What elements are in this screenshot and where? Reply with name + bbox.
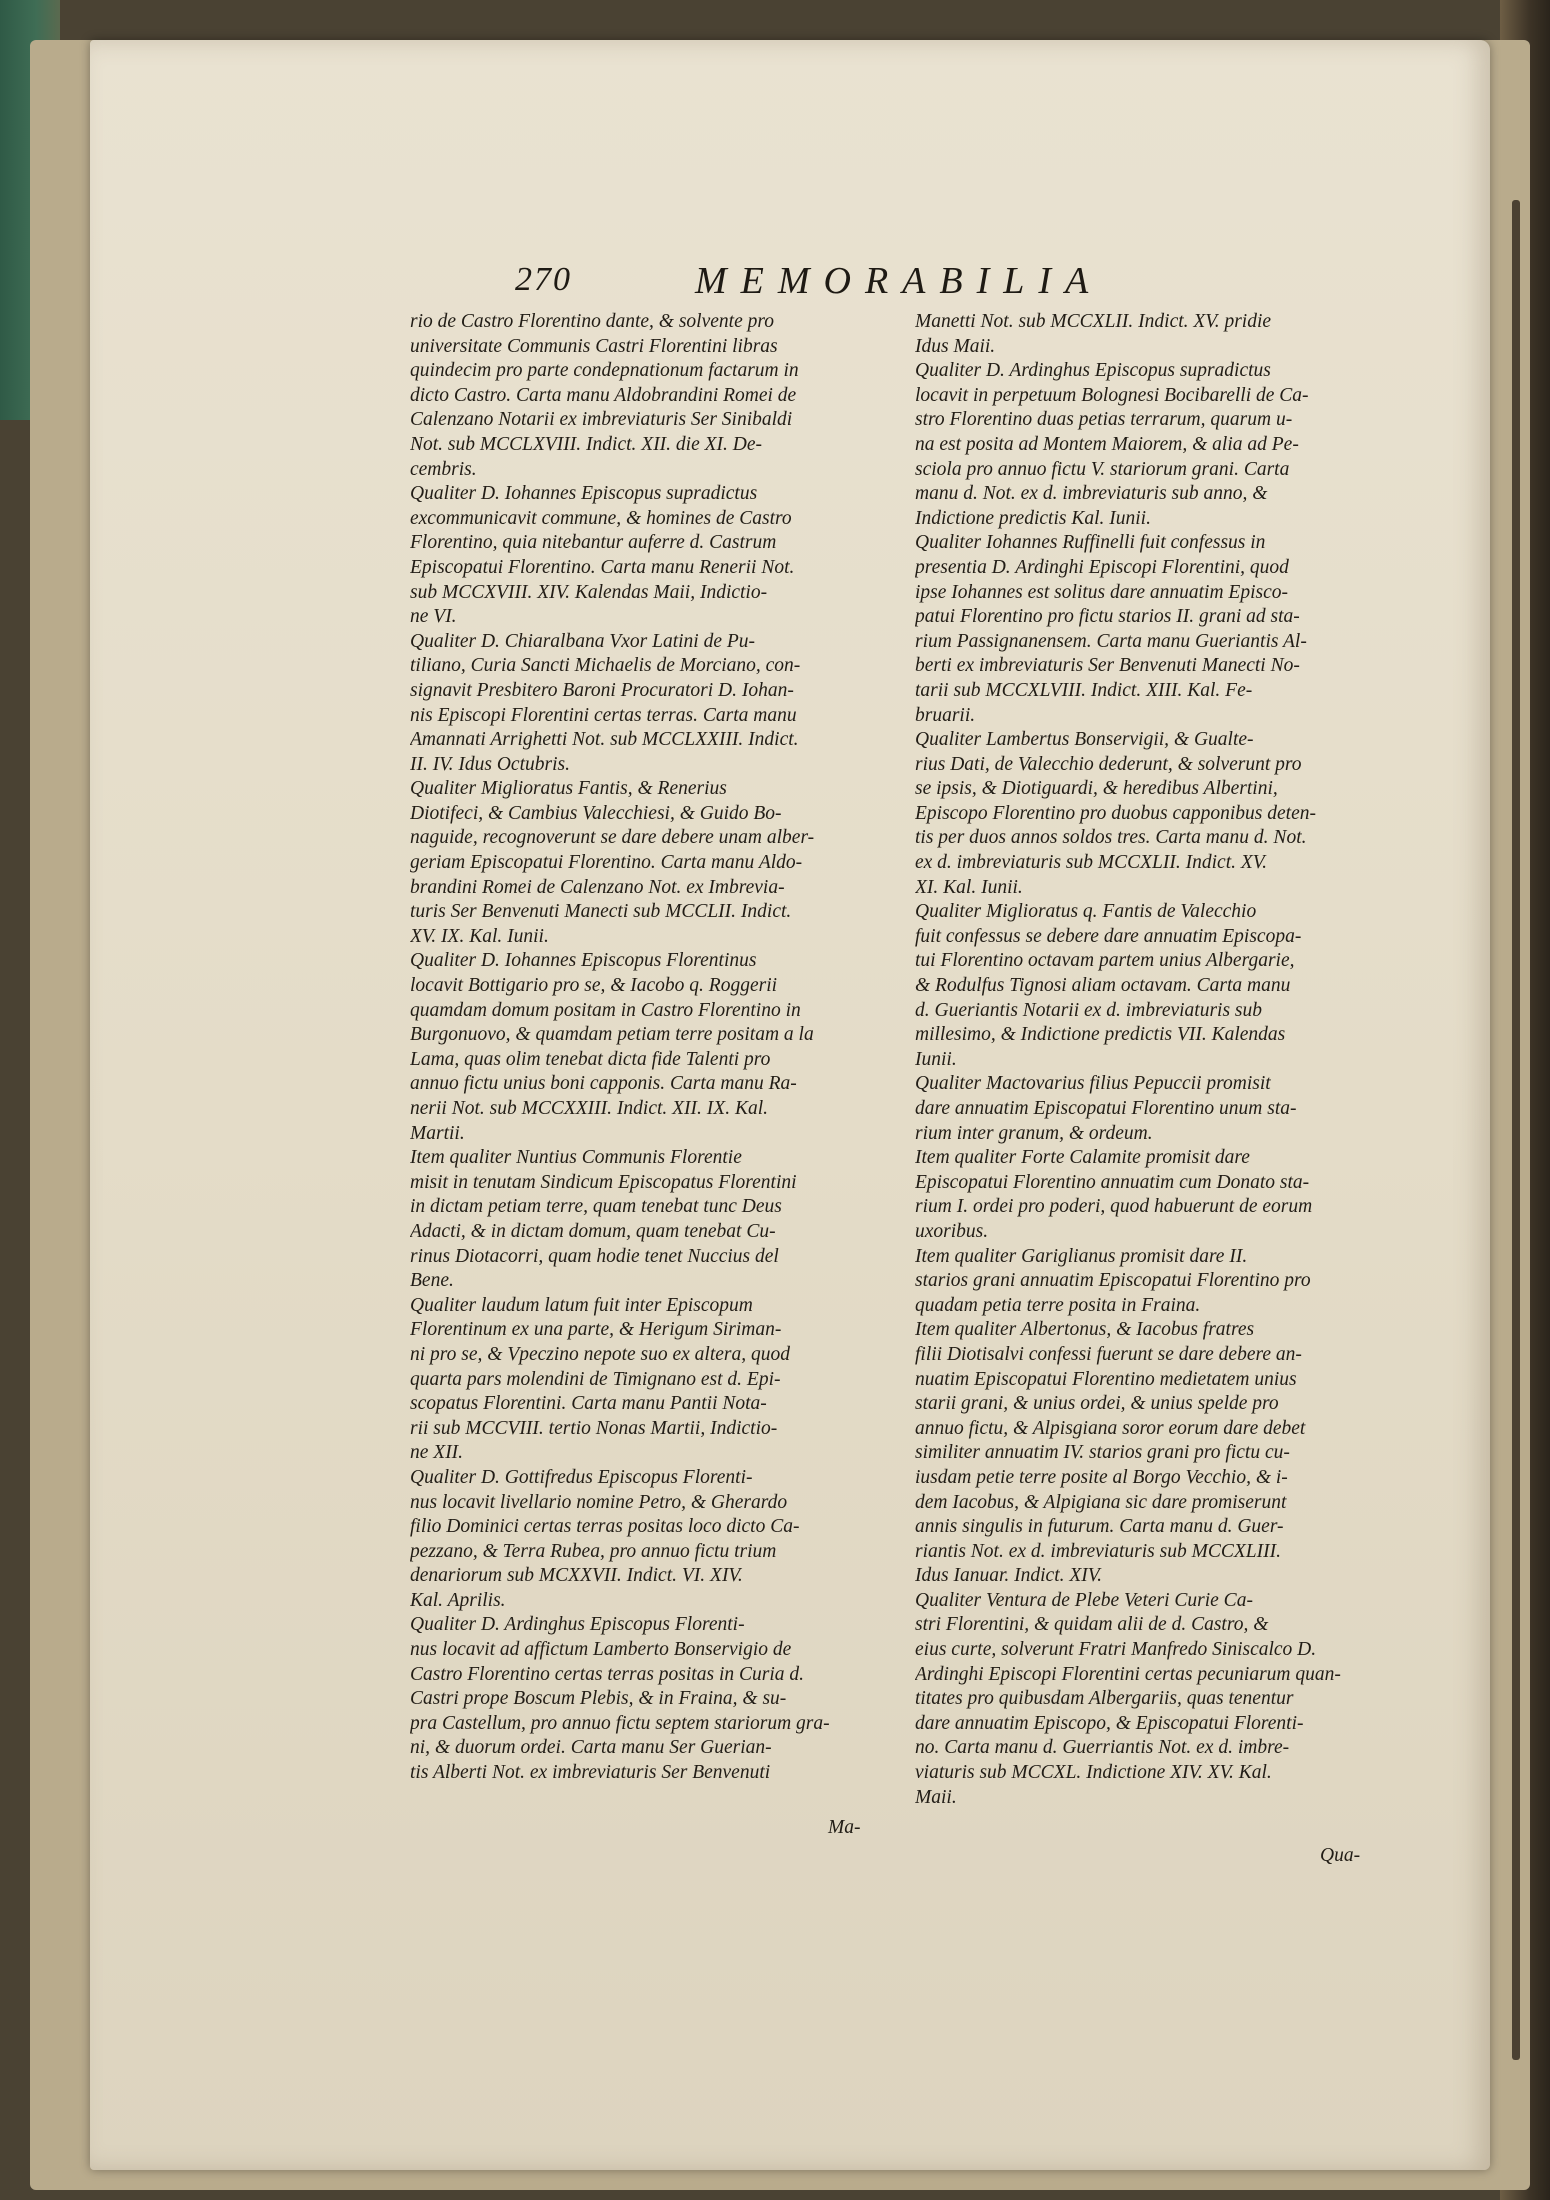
text-line: Bene. [410,1270,454,1292]
text-line: riantis Not. ex d. imbreviaturis sub MCCXLIII. [915,1540,1281,1562]
text-line: fuit confessus se debere dare annuatim Episcopa- [915,925,1302,947]
text-line: ne XII. [410,1442,464,1464]
text-line: Qualiter D. Ardinghus Episcopus Florenti- [410,1614,745,1636]
text-line: d. Gueriantis Notarii ex d. imbreviaturis sub [915,999,1263,1021]
text-line: annuo fictu unius boni capponis. Carta manu Ra- [410,1073,797,1095]
text-line: Martii. [410,1122,465,1144]
text-line: Lama, quas olim tenebat dicta fide Talenti pro [410,1048,771,1070]
text-line: Adacti, & in dictam domum, quam tenebat Cu- [410,1220,776,1242]
text-line: se ipsis, & Diotiguardi, & heredibus Albertini, [915,778,1278,800]
text-line: rii sub MCCVIII. tertio Nonas Martii, Indictio- [410,1417,778,1439]
text-line: Manetti Not. sub MCCXLII. Indict. XV. pridie [915,311,1272,332]
text-line: titates pro quibusdam Albergariis, quas tenentur [915,1688,1294,1710]
text-line: universitate Communis Castri Florentini libras [410,335,778,357]
text-line: Qualiter Miglioratus q. Fantis de Valecchio [915,901,1257,923]
text-line: sub MCCXVIII. XIV. Kalendas Maii, Indictio- [410,581,768,603]
text-line: locavit in perpetuum Bolognesi Bocibarelli de Ca- [915,384,1309,406]
text-line: berti ex imbreviaturis Ser Benvenuti Manecti No- [915,655,1300,677]
text-line: dem Iacobus, & Alpigiana sic dare promiserunt [915,1491,1287,1513]
right-column [915,310,1393,1810]
text-line: quarta pars molendini de Timignano est d. Epi- [410,1368,781,1390]
text-line: Qualiter D. Iohannes Episcopus supradictus [410,483,758,505]
text-line: annuo fictu, & Alpisgiana soror eorum dare debet [915,1417,1306,1439]
text-line: brandini Romei de Calenzano Not. ex Imbrevia- [410,876,785,898]
text-line: quindecim pro parte condepnationum factarum in [410,360,799,382]
text-line: nus locavit ad affictum Lamberto Bonservigio de [410,1639,792,1661]
text-line: in dictam petiam terre, quam tenebat tunc Deus [410,1196,782,1218]
text-line: turis Ser Benvenuti Manecti sub MCCLII. Indict. [410,901,792,923]
text-line: presentia D. Ardinghi Episcopi Florentini, quod [915,556,1289,578]
text-line: rium I. ordei pro poderi, quod habuerunt de eorum [915,1196,1313,1218]
text-line: Florentino, quia nitebantur auferre d. Castrum [410,532,777,554]
text-line: pezzano, & Terra Rubea, pro annuo fictu trium [410,1540,777,1562]
text-line: Burgonuovo, & quamdam petiam terre positam a la [410,1024,814,1046]
text-line: rium Passignanensem. Carta manu Gueriantis Al- [915,630,1307,652]
text-line: Castri prope Boscum Plebis, & in Fraina, & su- [410,1688,787,1710]
text-line: Qualiter D. Gottifredus Episcopus Florenti- [410,1466,753,1488]
text-line: similiter annuatim IV. starios grani pro fictu cu- [915,1442,1290,1464]
text-line: quamdam domum positam in Castro Florentino in [410,999,801,1021]
text-line: Idus Maii. [915,335,996,357]
text-line: Florentinum ex una parte, & Herigum Siriman- [410,1319,782,1341]
text-line: Qualiter Miglioratus Fantis, & Renerius [410,778,727,800]
text-line: excommunicavit commune, & homines de Castro [410,507,792,529]
text-line: ex d. imbreviaturis sub MCCXLII. Indict. XV. [915,852,1268,874]
text-line: locavit Bottigario pro se, & Iacobo q. Roggerii [410,975,778,997]
text-line: Item qualiter Albertonus, & Iacobus fratres [915,1319,1255,1341]
text-line: Item qualiter Nuntius Communis Florentie [410,1147,742,1169]
text-line: na est posita ad Montem Maiorem, & alia ad Pe- [915,433,1299,455]
text-line: nerii Not. sub MCCXXIII. Indict. XII. IX. Kal. [410,1098,768,1119]
text-line: rius Dati, de Valecchio dederunt, & solverunt pro [915,753,1302,775]
right-catchword: Qua- [1320,1845,1361,1866]
text-line: dicto Castro. Carta manu Aldobrandini Romei de [410,384,797,406]
text-line: Episcopatui Florentino. Carta manu Renerii Not. [410,556,795,578]
text-line: pra Castellum, pro annuo fictu septem stariorum gra- [410,1712,830,1734]
text-line: Episcopo Florentino pro duobus capponibus deten- [915,802,1316,824]
text-line: nus locavit livellario nomine Petro, & Gherardo [410,1491,788,1513]
text-line: uxoribus. [915,1220,989,1242]
text-line: ni, & duorum ordei. Carta manu Ser Guerian- [410,1737,772,1759]
text-line: tarii sub MCCXLVIII. Indict. XIII. Kal. Fe- [915,679,1253,701]
text-line: Calenzano Notarii ex imbreviaturis Ser Sinibaldi [410,409,793,431]
text-line: annis singulis in futurum. Carta manu d. Guer- [915,1516,1284,1538]
text-line: starios grani annuatim Episcopatui Florentino pro [915,1270,1311,1292]
text-line: millesimo, & Indictione predictis VII. Kalendas [915,1024,1286,1046]
text-line: XV. IX. Kal. Iunii. [410,925,549,947]
text-line: Maii. [915,1786,957,1808]
text-line: ni pro se, & Vpeczino nepote suo ex altera, quod [410,1343,791,1365]
text-line: Indictione predictis Kal. Iunii. [915,507,1151,529]
text-line: Qualiter Ventura de Plebe Veteri Curie Ca- [915,1589,1253,1611]
text-line: starii grani, & unius ordei, & unius spelde pro [915,1393,1279,1415]
text-line: Qualiter D. Iohannes Episcopus Florentinus [410,950,757,972]
text-line: viaturis sub MCCXL. Indictione XIV. XV. Kal. [915,1762,1272,1784]
text-line: II. IV. Idus Octubris. [410,753,570,775]
left-catchword: Ma- [828,1817,861,1838]
text-line: Item qualiter Gariglianus promisit dare II. [915,1245,1248,1267]
text-line: Qualiter laudum latum fuit inter Episcopum [410,1294,753,1316]
text-line: misit in tenutam Sindicum Episcopatus Florentini [410,1171,797,1193]
text-line: bruarii. [915,704,976,726]
text-line: tiliano, Curia Sancti Michaelis de Morciano, con- [410,655,801,677]
page-number: 270 [515,261,572,298]
text-line: cembris. [410,458,477,480]
text-line: ipse Iohannes est solitus dare annuatim Episco- [915,581,1288,603]
text-line: Kal. Aprilis. [410,1589,506,1611]
text-line: naguide, recognoverunt se dare debere unam alber- [410,827,815,849]
left-column [410,310,888,1786]
text-line: Amannati Arrighetti Not. sub MCCLXXIII. Indict. [410,729,799,751]
text-line: scopatus Florentini. Carta manu Pantii Nota- [410,1393,767,1415]
text-line: dare annuatim Episcopatui Florentino unum sta- [915,1098,1297,1119]
text-line: patui Florentino pro fictu starios II. grani ad sta- [915,606,1300,628]
text-line: Not. sub MCCLXVIII. Indict. XII. die XI. De- [410,433,763,455]
text-line: Castro Florentino certas terras positas in Curia d. [410,1663,804,1685]
text-line: rium inter granum, & ordeum. [915,1122,1153,1144]
text-line: nuatim Episcopatui Florentino medietatem unius [915,1368,1297,1390]
text-line: Diotifeci, & Cambius Valecchiesi, & Guido Bo- [410,802,782,824]
text-line: quadam petia terre posita in Fraina. [915,1294,1201,1316]
text-line: manu d. Not. ex d. imbreviaturis sub anno, & [915,483,1268,505]
running-title: MEMORABILIA [695,260,1103,302]
text-line: denariorum sub MCXXVII. Indict. VI. XIV. [410,1565,743,1587]
text-line: ne VI. [410,606,457,628]
text-line: signavit Presbitero Baroni Procuratori D. Iohan- [410,679,794,701]
text-line: Qualiter Mactovarius filius Pepuccii promisit [915,1073,1271,1095]
text-line: stri Florentini, & quidam alii de d. Castro, & [915,1614,1269,1636]
text-line: Qualiter Iohannes Ruffinelli fuit confessus in [915,532,1266,554]
page-header [515,255,1395,305]
text-line: Item qualiter Forte Calamite promisit dare [915,1147,1250,1169]
text-line: filio Dominici certas terras positas loco dicto Ca- [410,1516,800,1538]
text-line: Episcopatui Florentino annuatim cum Donato sta- [915,1171,1310,1193]
text-line: tis per duos annos soldos tres. Carta manu d. Not. [915,827,1307,849]
text-line: Qualiter D. Ardinghus Episcopus supradictus [915,360,1271,382]
text-line: Idus Ianuar. Indict. XIV. [915,1565,1103,1587]
text-line: tui Florentino octavam partem unius Albergarie, [915,950,1295,972]
text-line: iusdam petie terre posite al Borgo Vecchio, & i- [915,1466,1288,1488]
text-line: tis Alberti Not. ex imbreviaturis Ser Benvenuti [410,1762,771,1784]
text-line: eius curte, solverunt Fratri Manfredo Siniscalco D. [915,1639,1317,1661]
text-line: Qualiter Lambertus Bonservigii, & Gualte- [915,729,1254,751]
text-line: & Rodulfus Tignosi aliam octavam. Carta manu [915,975,1291,997]
text-line: nis Episcopi Florentini certas terras. Carta manu [410,704,797,726]
text-line: dare annuatim Episcopo, & Episcopatui Florenti- [915,1712,1304,1734]
gutter-shadow [1512,200,1520,2060]
text-line: rinus Diotacorri, quam hodie tenet Nuccius del [410,1245,779,1267]
text-line: Iunii. [915,1048,957,1070]
text-line: XI. Kal. Iunii. [915,876,1023,898]
text-line: Qualiter D. Chiaralbana Vxor Latini de Pu- [410,630,756,652]
text-line: rio de Castro Florentino dante, & solvente pro [410,311,774,332]
text-line: no. Carta manu d. Guerriantis Not. ex d. imbre- [915,1737,1290,1759]
text-line: stro Florentino duas petias terrarum, quarum u- [915,409,1293,431]
text-line: filii Diotisalvi confessi fuerunt se dare debere an- [915,1343,1302,1365]
text-line: geriam Episcopatui Florentino. Carta manu Aldo- [410,852,803,874]
text-line: Ardinghi Episcopi Florentini certas pecuniarum quan- [915,1663,1341,1685]
text-line: sciola pro annuo fictu V. stariorum grani. Carta [915,458,1290,480]
